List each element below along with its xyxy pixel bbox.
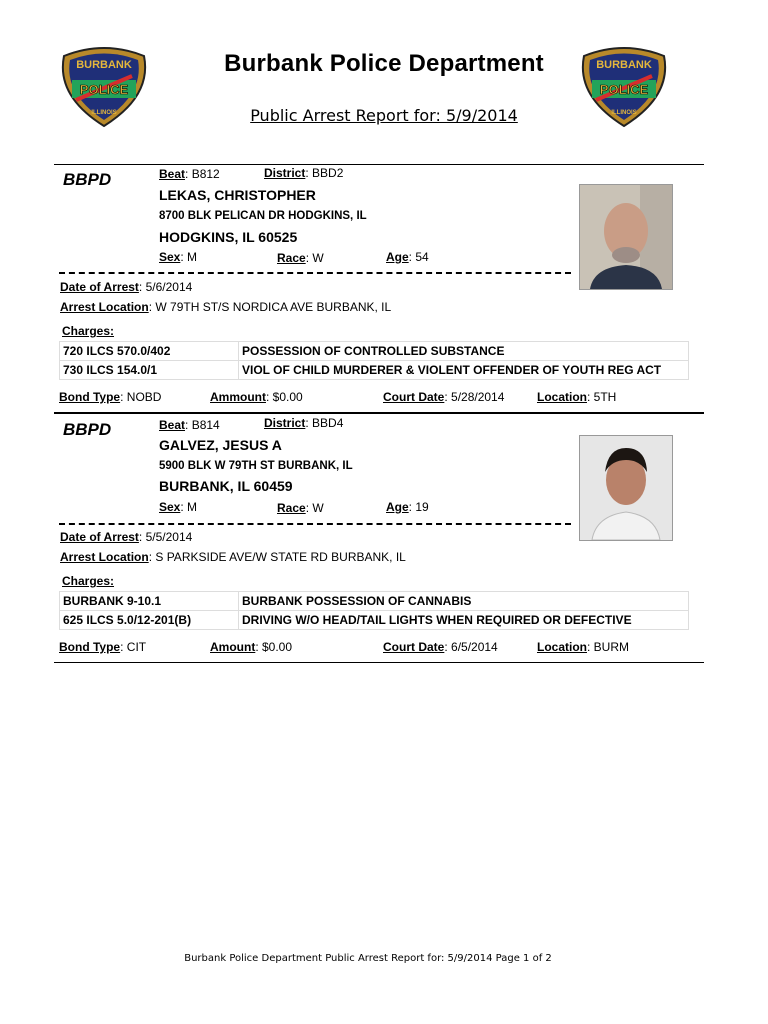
charge-statute: BURBANK 9-10.1 bbox=[60, 592, 239, 611]
beat-field: Beat: B814 bbox=[159, 418, 220, 432]
arrest-location-field: Arrest Location: W 79TH ST/S NORDICA AVE BURBANK, IL bbox=[60, 300, 392, 314]
record-divider bbox=[54, 412, 704, 414]
charge-description: DRIVING W/O HEAD/TAIL LIGHTS WHEN REQUIRED OR DEFECTIVE bbox=[239, 611, 689, 630]
charges-table bbox=[59, 591, 689, 630]
table-row bbox=[60, 361, 689, 380]
charge-statute: 720 ILCS 570.0/402 bbox=[60, 342, 239, 361]
charges-heading: Charges: bbox=[62, 324, 115, 338]
charge-statute: 730 ILCS 154.0/1 bbox=[60, 361, 239, 380]
svg-text:POLICE: POLICE bbox=[79, 82, 129, 97]
charges-heading: Charges: bbox=[62, 574, 115, 588]
charge-statute: 625 ILCS 5.0/12-201(B) bbox=[60, 611, 239, 630]
date-of-arrest-field: Date of Arrest: 5/6/2014 bbox=[60, 280, 193, 294]
report-subtitle: Public Arrest Report for: 5/9/2014 bbox=[250, 106, 518, 125]
dashed-separator bbox=[59, 523, 571, 525]
table-row bbox=[60, 611, 689, 630]
amount-field: Ammount: $0.00 bbox=[210, 390, 303, 404]
svg-text:ILLINOIS: ILLINOIS bbox=[611, 110, 637, 116]
bond-type-field: Bond Type: CIT bbox=[59, 640, 147, 654]
court-date-field: Court Date: 5/28/2014 bbox=[383, 390, 505, 404]
arrestee-name: GALVEZ, JESUS A bbox=[159, 437, 282, 453]
amount-field: Amount: $0.00 bbox=[210, 640, 293, 654]
arrestee-name: LEKAS, CHRISTOPHER bbox=[159, 187, 316, 203]
court-date-field: Court Date: 6/5/2014 bbox=[383, 640, 498, 654]
svg-text:ILLINOIS: ILLINOIS bbox=[91, 110, 117, 116]
mugshot-photo bbox=[579, 184, 673, 290]
charge-description: BURBANK POSSESSION OF CANNABIS bbox=[239, 592, 689, 611]
arrestee-city: BURBANK, IL 60459 bbox=[159, 478, 293, 494]
record-divider bbox=[54, 164, 704, 165]
charges-table bbox=[59, 341, 689, 380]
arrestee-address: 8700 BLK PELICAN DR HODGKINS, IL bbox=[159, 210, 367, 222]
svg-text:BURBANK: BURBANK bbox=[76, 59, 132, 71]
sex-field: Sex: M bbox=[159, 500, 198, 514]
sex-field: Sex: M bbox=[159, 250, 198, 264]
arrestee-address: 5900 BLK W 79TH ST BURBANK, IL bbox=[159, 460, 353, 472]
bond-type-field: Bond Type: NOBD bbox=[59, 390, 162, 404]
court-location-field: Location: BURM bbox=[537, 640, 630, 654]
charge-description: POSSESSION OF CONTROLLED SUBSTANCE bbox=[239, 342, 689, 361]
agency-code: BBPD bbox=[63, 420, 112, 439]
date-of-arrest-field: Date of Arrest: 5/5/2014 bbox=[60, 530, 193, 544]
mugshot-photo bbox=[579, 435, 673, 541]
race-field: Race: W bbox=[277, 501, 324, 515]
dashed-separator bbox=[59, 272, 571, 274]
district-field: District: BBD2 bbox=[264, 166, 344, 180]
table-row bbox=[60, 342, 689, 361]
charge-description: VIOL OF CHILD MURDERER & VIOLENT OFFENDER OF YOUTH REG ACT bbox=[239, 361, 689, 380]
svg-text:POLICE: POLICE bbox=[599, 82, 649, 97]
svg-text:BURBANK: BURBANK bbox=[596, 59, 652, 71]
court-location-field: Location: 5TH bbox=[537, 390, 617, 404]
page-title: Burbank Police Department bbox=[224, 50, 544, 77]
beat-field: Beat: B812 bbox=[159, 167, 220, 181]
table-row bbox=[60, 592, 689, 611]
arrest-location-field: Arrest Location: S PARKSIDE AVE/W STATE RD BURBANK, IL bbox=[60, 550, 406, 564]
arrestee-city: HODGKINS, IL 60525 bbox=[159, 229, 298, 245]
record-divider bbox=[54, 662, 704, 663]
page-footer: Burbank Police Department Public Arrest Report for: 5/9/2014 Page 1 of 2 bbox=[184, 953, 552, 964]
age-field: Age: 19 bbox=[386, 500, 429, 514]
agency-code: BBPD bbox=[63, 170, 112, 189]
district-field: District: BBD4 bbox=[264, 416, 344, 430]
race-field: Race: W bbox=[277, 251, 324, 265]
age-field: Age: 54 bbox=[386, 250, 429, 264]
